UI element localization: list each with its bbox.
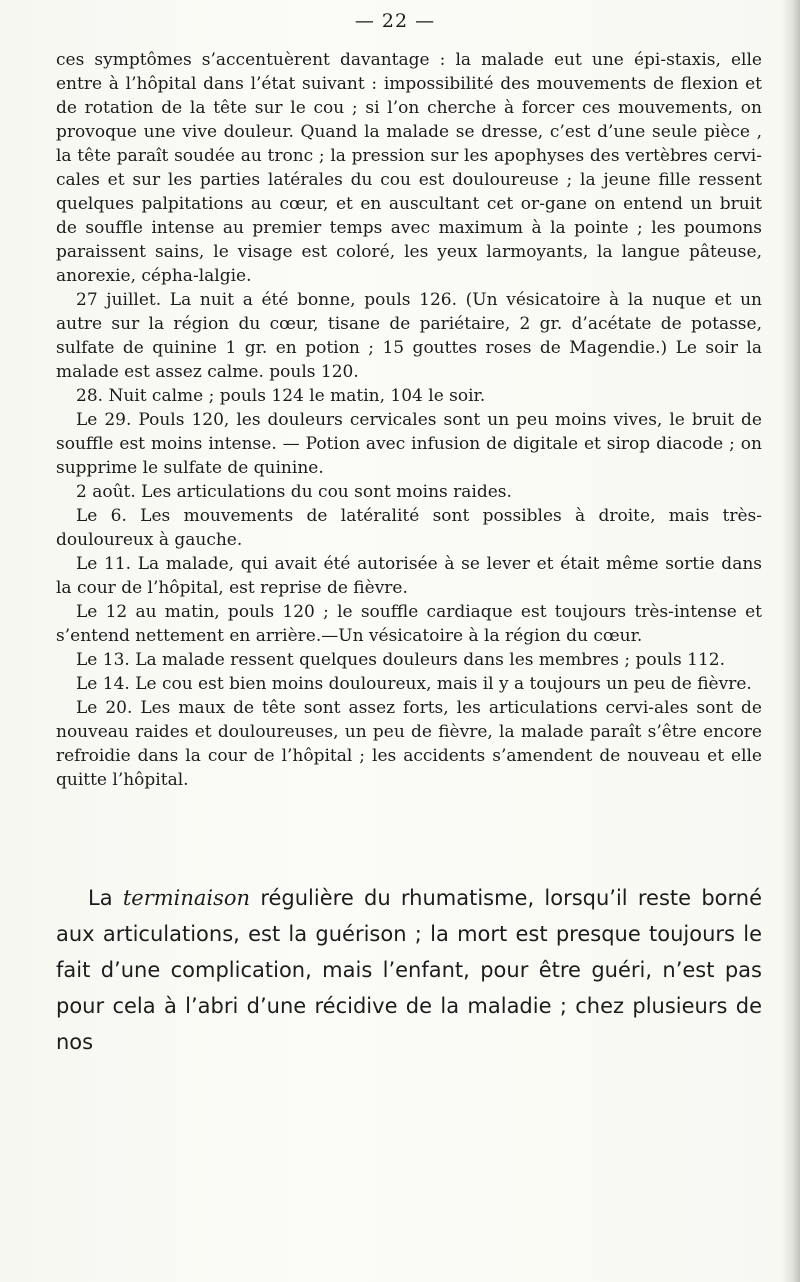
paragraph-symptoms: ces symptômes s’accentuèrent davantage : la malade eut une épi-staxis, elle entre à l’hôpital dans l’état suivant : impossibilité des mouvements de flexion et de rotation de la tête sur le cou ; si l’on cherche à forcer ces mouvements, on provoque une vive douleur. Quand la malade se dresse, c’est d’une seule pièce , la tête paraît soudée au tronc ; la pression sur les apophyses des vertèbres cervi-cales et sur les parties latérales du cou est douloureuse ; la jeune fille ressent quelques palpitations au cœur, et en auscultant cet or-gane on entend un bruit de souffle intense au premier temps avec maximum à la pointe ; les poumons paraissent sains, le visage est coloré, les yeux larmoyants, la langue pâteuse, anorexie, cépha-lalgie. xyxy=(56,50,762,286)
page-edge-shadow xyxy=(782,0,800,1282)
paragraph-6: Le 6. Les mouvements de latéralité sont possibles à droite, mais très-douloureux à gauche. xyxy=(56,506,762,550)
paragraph-12: Le 12 au matin, pouls 120 ; le souffle cardiaque est toujours très-intense et s’entend nettement en arrière.—Un vésicatoire à la région du cœur. xyxy=(56,602,762,646)
case-report-text xyxy=(56,48,762,792)
conclusion-rest: régulière du rhumatisme, lorsqu’il reste borné aux articulations, est la guérison ; la mort est presque toujours le fait d’une complication, mais l’enfant, pour être guéri, n’est pas pour cela à l’abri d’une récidive de la maladie ; chez plusieurs de nos xyxy=(56,886,762,1054)
paragraph-14: Le 14. Le cou est bien moins douloureux, mais il y a toujours un peu de fièvre. xyxy=(76,674,752,694)
conclusion-lead: La xyxy=(88,886,123,910)
paragraph-11: Le 11. La malade, qui avait été autorisée à se lever et était même sortie dans la cour de l’hôpital, est reprise de fièvre. xyxy=(56,554,762,598)
conclusion-paragraph xyxy=(56,880,762,1060)
page-number: — 22 — xyxy=(354,10,436,32)
paragraph-27-juillet: 27 juillet. La nuit a été bonne, pouls 126. (Un vésicatoire à la nuque et un autre sur la région du cœur, tisane de pariétaire, 2 gr. d’acétate de potasse, sulfate de quinine 1 gr. en potion ; 15 gouttes roses de Magendie.) Le soir la malade est assez calme. pouls 120. xyxy=(56,290,762,382)
conclusion-text xyxy=(56,880,762,1060)
paragraph-29: Le 29. Pouls 120, les douleurs cervicales sont un peu moins vives, le bruit de souffle est moins intense. — Potion avec infusion de digitale et sirop diacode ; on supprime le sulfate de quinine. xyxy=(56,410,762,478)
paragraph-2-aout: 2 août. Les articulations du cou sont moins raides. xyxy=(76,482,512,502)
paragraph-13: Le 13. La malade ressent quelques douleurs dans les membres ; pouls 112. xyxy=(76,650,726,670)
paragraph-20: Le 20. Les maux de tête sont assez forts, les articulations cervi-ales sont de nouveau raides et douloureuses, un peu de fièvre, la malade paraît s’être encore refroidie dans la cour de l’hôpital ; les accidents s’amendent de nouveau et elle quitte l’hôpital. xyxy=(56,698,762,790)
paragraph-28: 28. Nuit calme ; pouls 124 le matin, 104 le soir. xyxy=(76,386,486,406)
conclusion-emphasis: terminaison xyxy=(122,886,251,910)
